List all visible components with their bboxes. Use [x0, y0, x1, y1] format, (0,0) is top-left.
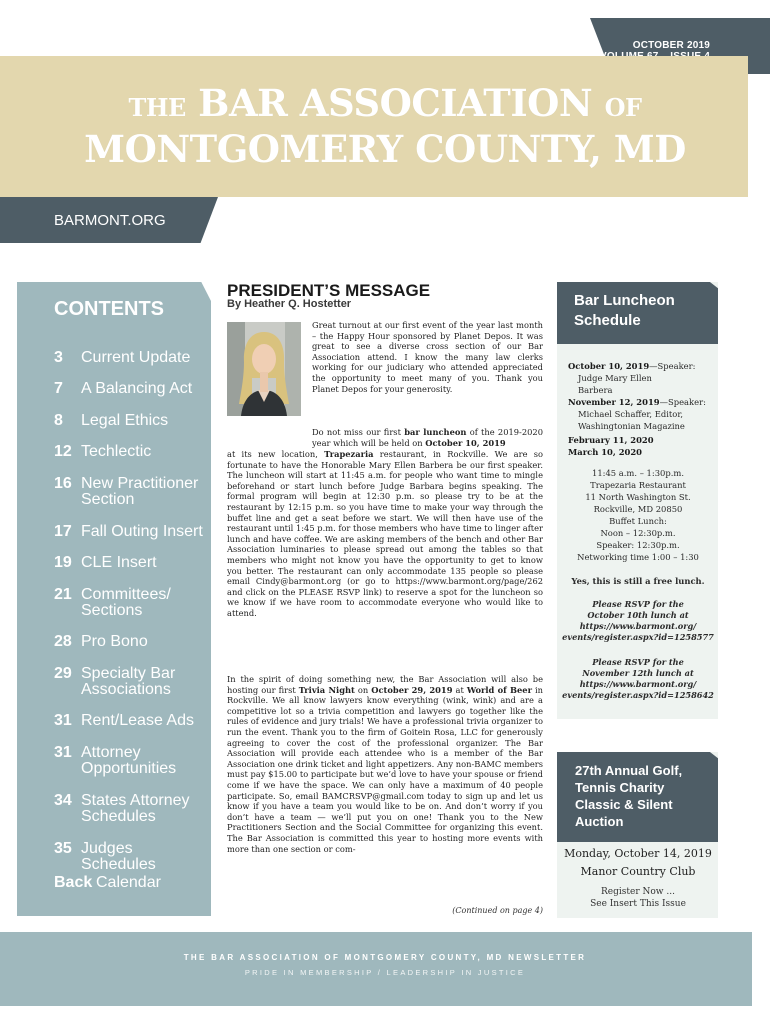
text-bold: Trivia Night: [298, 684, 355, 695]
luncheon-detail: Rockville, MD 20850: [593, 504, 683, 514]
toc-label: New Practitioner Section: [81, 475, 199, 508]
toc-page: 31: [54, 712, 72, 729]
text-bold: October 29, 2019: [371, 684, 453, 695]
luncheon-detail: Buffet Lunch:: [609, 516, 667, 526]
toc-label: Attorney Opportunities: [81, 744, 177, 777]
rsvp-november[interactable]: [560, 657, 716, 701]
toc-page: Back: [54, 874, 93, 891]
luncheon-detail: 11 North Washington St.: [585, 492, 691, 502]
luncheon-date-text: February 11, 2020: [568, 435, 654, 445]
luncheon-date: November 12, 2019: [568, 397, 660, 407]
masthead-title-line1: [0, 81, 770, 125]
footer-tagline: PRIDE IN MEMBERSHIP / LEADERSHIP IN JUSTICE: [244, 968, 526, 977]
luncheon-date: [568, 435, 654, 445]
luncheon-title: Bar Luncheon Schedule: [574, 292, 675, 329]
luncheon-speaker: Washingtonian Magazine: [578, 421, 685, 431]
luncheon-speaker: Barbera: [578, 385, 613, 395]
toc-page: 34: [54, 792, 72, 809]
text-bold: World of Beer: [466, 684, 532, 695]
toc-label: Pro Bono: [81, 633, 148, 650]
title-the: THE: [128, 93, 186, 122]
toc-label: CLE Insert: [81, 554, 157, 571]
toc-page: 17: [54, 523, 72, 540]
article-byline: By Heather Q. Hostetter: [227, 298, 352, 310]
toc-label: States Attorney Schedules: [81, 792, 190, 825]
toc-page: 35: [54, 840, 72, 857]
golf-register[interactable]: Register Now ...: [601, 887, 675, 897]
text-run: at: [452, 684, 467, 695]
toc-page: 19: [54, 554, 72, 571]
title-of: OF: [604, 93, 642, 122]
article-title: PRESIDENT’S MESSAGE: [227, 281, 431, 300]
text-run: of the 2019-2020 year which will be held on: [312, 427, 543, 448]
text-run: in Rockville. We all know lawyers know everything (wink, wink) and are a competitive lot so a trivia competition and lawyers go together like the rules of evidence and jury trials! We have a professional trivia organizer to run the event. Thank you to the firm of Goitein Rosa, LLC for generously agreeing to cover the cost of the professional organizer. The Bar Association will provide each attendee who is a member of the Bar Association one drink ticket and light appetizers. Any non-BAMC members must pay $15.00 to participate but we’d love to have your spouse or friend come if we have the space. We can only have a maximum of 40 people participate. So, email BAMCRSVP@gmail.com today to sign up and let us know if you have a team you would like to be on. And don’t worry if you don’t have a team — we’ll put you on one! Thank you to the New Practitioners Section and the Social Committee for organizing this event. The Bar Association is committed this year to hosting more events with more than one section or com-: [227, 684, 543, 854]
continued-note[interactable]: (Continued on page 4): [452, 906, 543, 915]
text-run: In the spirit of doing something new, the Bar Association will also be hosting our first: [227, 674, 543, 695]
toc-label: Judges Schedules: [81, 840, 156, 873]
luncheon-detail: Networking time 1:00 – 1:30: [577, 552, 699, 562]
text-run: restaurant, in Rockville. We are so fortunate to have the Honorable Mary Ellen Barbera be our first speaker. The luncheon will start at 11:45 a.m. for people who want time to mingle beforehand or start lunch before Judge Barbara begins speaking. The formal program will begin at 12:30 p.m. so please try to be at the restaurant by 12:15 p.m. so you have time to make your way through the buffet line and get a seat before we start. We will then have use of the restaurant until 1:45 p.m. for those members who have time to linger after lunch and have coffee. We are asking members of the bench and other Bar Association luminaries to please spread out among the tables so that members who might not know you have the opportunity to get to know you better. The restaurant can only accommodate 135 people so please email Cindy@barmont.org (or go to https://www.barmont.org/page/262 and click on the PLEASE RSVP link) to reserve a spot for the luncheon so we know if we have room to accommodate everyone who would like to attend.: [227, 449, 543, 618]
issue-date: OCTOBER 2019: [632, 40, 710, 51]
rsvp-link[interactable]: events/register.aspx?id=1258577: [562, 632, 714, 642]
article-paragraph-1: Great turnout at our first event of the year last month – the Happy Hour sponsored by Planet Depos. It was great to see a diverse cross section of our Bar Association attend. I know the many law clerks working for our judiciary who attended appreciated the opportunity to meet many of you. Thank you Planet Depos for your generosity.: [312, 320, 543, 394]
contents-title: CONTENTS: [54, 298, 164, 320]
footer-title: THE BAR ASSOCIATION OF MONTGOMERY COUNTY, MD NEWSLETTER: [183, 953, 587, 962]
luncheon-date: [568, 447, 642, 457]
toc-label: Techlectic: [81, 443, 152, 460]
toc-page: 7: [54, 380, 63, 397]
text-bold: Trapezaria: [324, 449, 374, 459]
rsvp-link[interactable]: https://www.barmont.org/: [579, 621, 697, 631]
toc-page: 16: [54, 475, 72, 492]
toc-label: A Balancing Act: [81, 380, 193, 397]
rsvp-line: November 12th lunch at: [582, 668, 694, 678]
luncheon-date-text: March 10, 2020: [568, 447, 643, 457]
luncheon-speaker: —Speaker:: [649, 361, 696, 371]
author-photo: [227, 322, 301, 416]
luncheon-detail: Noon – 12:30p.m.: [600, 528, 676, 538]
toc-label: Calendar: [96, 874, 161, 891]
toc-label: Specialty Bar Associations: [81, 665, 176, 698]
luncheon-entry-1: [568, 361, 695, 371]
article-paragraph-2-lead: [312, 427, 543, 448]
luncheon-detail: Speaker: 12:30p.m.: [596, 540, 680, 550]
website-link[interactable]: BARMONT.ORG: [54, 212, 166, 229]
toc-page: 31: [54, 744, 72, 761]
toc-label: Rent/Lease Ads: [81, 712, 194, 729]
text-run: on: [354, 684, 372, 695]
text-bold: October 10, 2019: [425, 437, 506, 448]
masthead-title-line2: MONTGOMERY COUNTY, MD: [84, 127, 686, 171]
golf-venue: Manor Country Club: [580, 865, 696, 878]
rsvp-link[interactable]: events/register.aspx?id=1258642: [562, 690, 714, 700]
luncheon-speaker: Michael Schaffer, Editor,: [578, 409, 684, 419]
rsvp-october[interactable]: [560, 599, 716, 643]
toc-page: 21: [54, 586, 72, 603]
text-run: at its new location,: [227, 449, 325, 459]
toc-label: Fall Outing Insert: [81, 523, 203, 540]
text-run: Do not miss our first: [312, 427, 405, 437]
luncheon-detail: 11:45 a.m. – 1:30p.m.: [591, 468, 684, 478]
rsvp-line: Please RSVP for the: [592, 657, 684, 667]
free-lunch-note: Yes, this is still a free lunch.: [571, 576, 705, 586]
rsvp-link[interactable]: https://www.barmont.org/: [579, 679, 697, 689]
rsvp-line: October 10th lunch at: [587, 610, 689, 620]
toc-page: 29: [54, 665, 72, 682]
toc-page: 28: [54, 633, 72, 650]
toc-page: 3: [54, 349, 63, 366]
article-paragraph-2: [227, 449, 543, 619]
luncheon-entry-2: [568, 397, 706, 407]
luncheon-detail: Trapezaria Restaurant: [590, 480, 686, 490]
golf-date: Monday, October 14, 2019: [564, 847, 712, 860]
article-paragraph-3: [227, 674, 543, 854]
toc-page: 12: [54, 443, 72, 460]
golf-title: 27th Annual Golf, Tennis Charity Classic & Silent Auction: [575, 763, 683, 829]
toc-label: Legal Ethics: [81, 412, 169, 429]
toc-label: Committees/ Sections: [81, 586, 171, 619]
rsvp-line: Please RSVP for the: [592, 599, 684, 609]
luncheon-date: October 10, 2019: [568, 361, 650, 371]
golf-insert-note: See Insert This Issue: [590, 899, 686, 909]
text-bold: bar luncheon: [404, 427, 467, 437]
title-main: BAR ASSOCIATION: [198, 81, 593, 125]
luncheon-speaker: Judge Mary Ellen: [578, 373, 652, 383]
toc-page: 8: [54, 412, 63, 429]
luncheon-speaker: —Speaker:: [659, 397, 706, 407]
toc-label: Current Update: [81, 349, 191, 366]
